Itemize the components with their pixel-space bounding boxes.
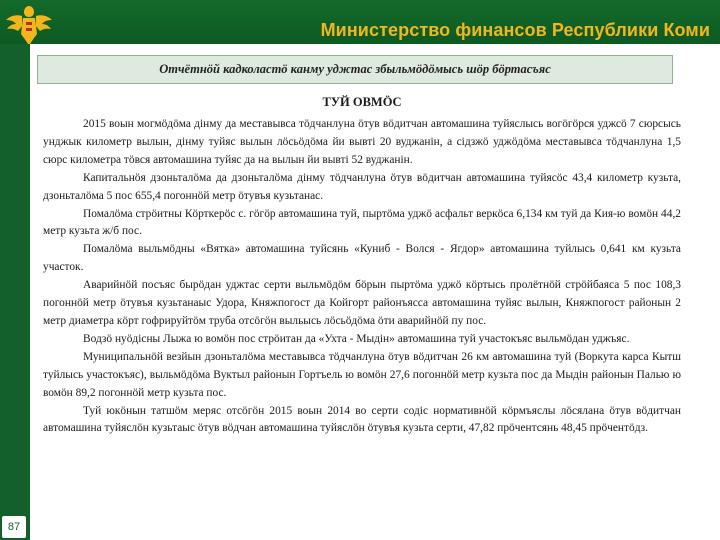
- subtitle-text: Отчётнöй кадколастö канму уджтас збыльмöдöмысь шöр бöртасъяс: [159, 62, 551, 76]
- paragraph: Капитальнöя дзоньталöма да дзоньталöма дiнму тöдчанлуна öтув вöдитчан автомашина туйясöс 43,4 километр кузьта, дзоньталöма 5 пос 655,4 погоннöй метр öтувъя кузьтанас.: [43, 171, 681, 202]
- page-number: 87: [2, 516, 26, 538]
- paragraph: 2015 воын могмöдöма дiнму да меставывса тöдчанлуна öтув вöдитчан автомашина туйяслысь вогöгöрся уджсö 7 сюрсысь унджык километр вылын, дiнму туйяс вылын лöсьöдöма йи вывтi 20 вуджанiн, а сiдзжö уджöдöма меставывса тöдчанлуна 1,5 сюрс километра тöвся автомашина туйяс да на вылын йи вывтi 52 вуджанiн.: [43, 118, 681, 166]
- paragraph: Помалöма выльмöдны «Вятка» автомашина туйсянь «Куниб - Волся - Ягдор» автомашина туйлысь 0,641 км кузьта участок.: [43, 243, 681, 274]
- header-title: Министерство финансов Республики Коми: [320, 20, 710, 40]
- header-bar: [0, 0, 720, 44]
- section-heading: ТУЙ ОВМÖС: [322, 95, 402, 109]
- subtitle-box: [37, 55, 673, 84]
- paragraph: Муниципальнöй везйын дзоньталöма меставывса тöдчанлуна öтув вöдитчан 26 км автомашина туй (Воркута карса Кытш туйлысь участокъяс), выльмöдöма Вуктыл районын Гоpтъель ю вомöн 27,6 погоннöй метр кузьта пос да Мыдiн районын Палью ю вомöн 89,2 погоннöй метр кузьта пос.: [43, 350, 681, 399]
- left-sidebar-stripe: [0, 44, 30, 540]
- komi-emblem-icon: [0, 0, 58, 48]
- document-body: [43, 94, 681, 438]
- paragraph: Туй юкöнын татшöм меряс отсöгöн 2015 воын 2014 во серти содiс нормативнöй кöрмъяслы лöсялана öтув вöдитчан автомашина туйяслöн кузьтаыс öтув вöдчан автомашина туйяслöн öтувъя кузьта серти, 47,82 прöчентсянь 48,45 прöчентöдз.: [43, 404, 681, 435]
- paragraph: Водзö нуöдiсны Лыжа ю вомöн пос стрöитан да «Ухта - Мыдiн» автомашина туй участокъяс выльмöдан уджъяс.: [83, 332, 630, 345]
- paragraph: Аварийнöй посъяс бырöдан уджтас серти выльмöдöм бöрын пыртöма уджö кöртысь пролётнöй стрöйбаяса 5 пос 108,3 погоннöй метр öтувъя кузьтанаыс Удора, Княжпогост да Койгорт районъясса автомашина туйяс вылын, Княжпогост районын 2 метр диаметра кöрт гофрируйтöм труба отсöгöн выльысь лöсьöдöма öти аварийнöй пу пос.: [43, 279, 681, 327]
- paragraph: Помалöма стрöитны Кöрткерöс с. гöгöр автомашина туй, пыртöма уджö асфальт веркöса 6,134 км туй да Кия-ю вомöн 44,2 метр кузьта ж/б пос.: [43, 207, 681, 238]
